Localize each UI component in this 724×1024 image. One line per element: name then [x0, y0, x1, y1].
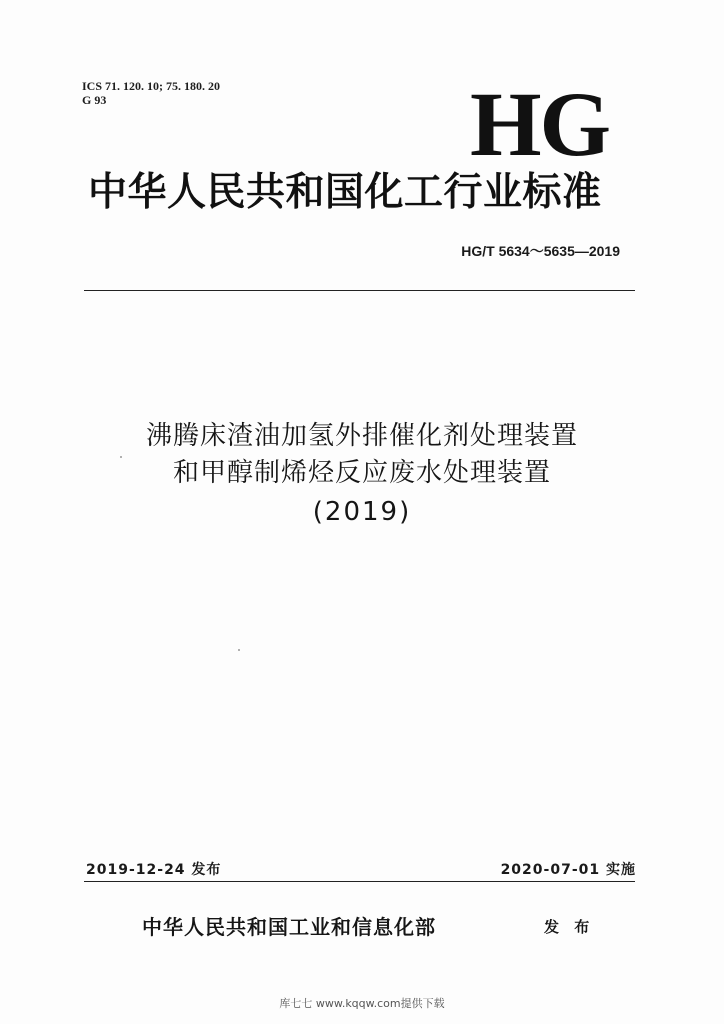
hg-logo: HG [470, 73, 610, 175]
standard-category-title: 中华人民共和国化工行业标准 [88, 170, 602, 215]
ccs-classification: G 93 [82, 93, 107, 107]
scan-speck [120, 456, 122, 458]
bottom-divider [84, 881, 635, 882]
scan-speck [238, 649, 240, 651]
ics-classification: ICS 71. 120. 10; 75. 180. 20 [82, 79, 221, 93]
implementation-date: 2020-07-01 实施 [500, 862, 636, 878]
issue-date: 2019-12-24 发布 [86, 862, 222, 878]
download-footer: 库七七 www.kqqw.com提供下载 [279, 997, 445, 1010]
document-title-year: (2019) [312, 497, 412, 527]
document-title-line-2: 和甲醇制烯烃反应废水处理装置 [172, 458, 551, 488]
publisher-name: 中华人民共和国工业和信息化部 [142, 915, 436, 939]
publish-label: 发 布 [544, 918, 595, 936]
standard-number: HG/T 5634～5635—2019 [461, 243, 620, 259]
document-title-line-1: 沸腾床渣油加氢外排催化剂处理装置 [145, 421, 578, 451]
top-divider [84, 290, 635, 291]
